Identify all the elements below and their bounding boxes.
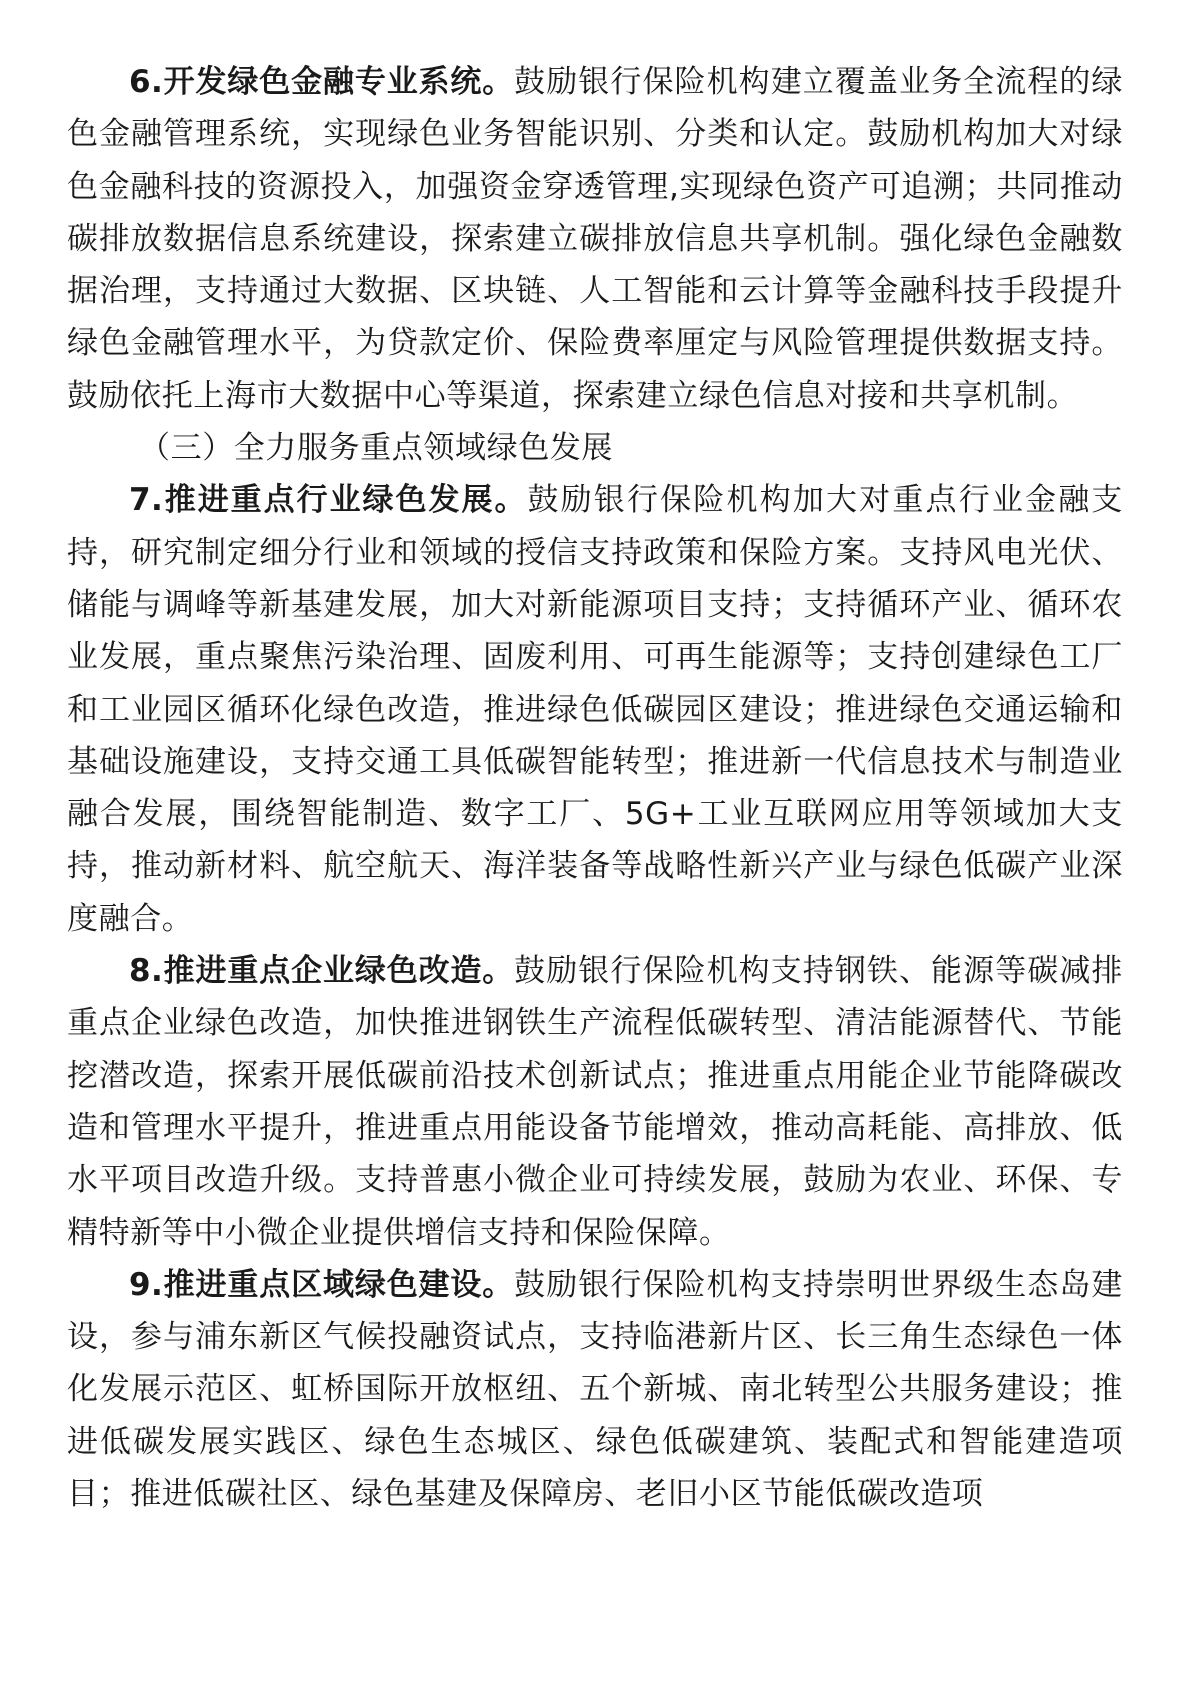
- paragraph-9-body: 鼓励银行保险机构支持崇明世界级生态岛建设，参与浦东新区气候投融资试点，支持临港新片区、长三角生态绿色一体化发展示范区、虹桥国际开放枢纽、五个新城、南北转型公共服务建设；推进低碳发展实践区、绿色生态城区、绿色低碳建筑、装配式和智能建造项目；推进低碳社区、绿色基建及保障房、老旧小区节能低碳改造项: [67, 1266, 1123, 1513]
- paragraph-8: [67, 945, 1123, 1259]
- paragraph-8-lead: 8.推进重点企业绿色改造。: [129, 953, 515, 990]
- paragraph-9-lead: 9.推进重点区域绿色建设。: [129, 1266, 515, 1303]
- section-heading-3: （三）全力服务重点领域绿色发展: [139, 430, 613, 467]
- paragraph-7-body: 鼓励银行保险机构加大对重点行业金融支持，研究制定细分行业和领域的授信支持政策和保险方案。支持风电光伏、储能与调峰等新基建发展，加大对新能源项目支持；支持循环产业、循环农业发展，重点聚焦污染治理、固废利用、可再生能源等；支持创建绿色工厂和工业园区循环化绿色改造，推进绿色低碳园区建设；推进绿色交通运输和基础设施建设，支持交通工具低碳智能转型；推进新一代信息技术与制造业融合发展，围绕智能制造、数字工厂、5G+工业互联网应用等领域加大支持，推动新材料、航空航天、海洋装备等战略性新兴产业与绿色低碳产业深度融合。: [67, 482, 1123, 937]
- paragraph-7: [67, 474, 1123, 945]
- paragraph-8-body: 鼓励银行保险机构支持钢铁、能源等碳减排重点企业绿色改造，加快推进钢铁生产流程低碳转型、清洁能源替代、节能挖潜改造，探索开展低碳前沿技术创新试点；推进重点用能企业节能降碳改造和管理水平提升，推进重点用能设备节能增效，推动高耗能、高排放、低水平项目改造升级。支持普惠小微企业可持续发展，鼓励为农业、环保、专精特新等中小微企业提供增信支持和保险保障。: [67, 953, 1123, 1251]
- paragraph-9: [67, 1259, 1123, 1520]
- document-page: [67, 56, 1123, 1520]
- paragraph-6-body: 鼓励银行保险机构建立覆盖业务全流程的绿色金融管理系统，实现绿色业务智能识别、分类和认定。鼓励机构加大对绿色金融科技的资源投入，加强资金穿透管理,实现绿色资产可追溯；共同推动碳排放数据信息系统建设，探索建立碳排放信息共享机制。强化绿色金融数据治理，支持通过大数据、区块链、人工智能和云计算等金融科技手段提升绿色金融管理水平，为贷款定价、保险费率厘定与风险管理提供数据支持。鼓励依托上海市大数据中心等渠道，探索建立绿色信息对接和共享机制。: [67, 64, 1123, 414]
- paragraph-6-lead: 6.开发绿色金融专业系统。: [129, 64, 515, 100]
- paragraph-7-lead: 7.推进重点行业绿色发展。: [129, 482, 528, 519]
- paragraph-6: [67, 56, 1123, 422]
